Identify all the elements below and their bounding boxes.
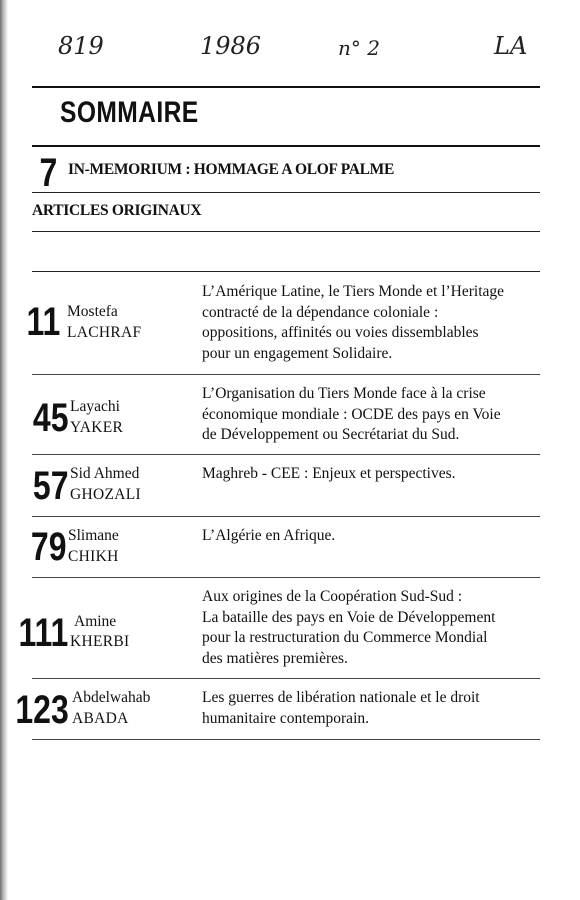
article-title-line: L’Amérique Latine, le Tiers Monde et l’Heritage xyxy=(202,283,505,300)
article-title xyxy=(202,587,542,669)
article-title-line: Maghreb - CEE : Enjeux et perspectives. xyxy=(202,465,456,482)
article-title xyxy=(202,464,542,485)
article-title-line: Les guerres de libération nationale et le droit xyxy=(202,689,480,706)
bottom-rule xyxy=(32,739,540,740)
author-first-name: Sid Ahmed xyxy=(70,465,140,482)
author-last-name: ABADA xyxy=(72,710,129,727)
rule-under-title xyxy=(32,145,540,147)
article-title-line: des matières premières. xyxy=(202,649,348,667)
article-divider xyxy=(32,516,540,517)
article-divider xyxy=(32,577,540,578)
author-last-name: LACHRAF xyxy=(67,324,142,341)
article-title-line: oppositions, affinités ou voies dissemblables xyxy=(202,324,479,341)
article-page-number: 57 xyxy=(32,464,68,508)
handwritten-year: 1986 xyxy=(200,32,262,60)
in-memoriam-page-number: 7 xyxy=(39,151,57,195)
author-first-name: Mostefa xyxy=(67,303,118,320)
author-last-name: CHIKH xyxy=(68,548,119,565)
author-first-name: Abdelwahab xyxy=(72,689,151,706)
article-title xyxy=(202,526,542,547)
article-title xyxy=(202,282,542,364)
article-title-line: L’Organisation du Tiers Monde face à la crise xyxy=(202,385,486,402)
article-divider xyxy=(32,454,540,455)
article-page-number: 79 xyxy=(30,525,66,569)
rule-under-in-memoriam xyxy=(32,192,540,193)
article-title-line: humanitaire contemporain. xyxy=(202,709,369,727)
handwritten-issue: n° 2 xyxy=(338,36,380,60)
author-last-name: GHOZALI xyxy=(70,486,141,503)
article-title-line: La bataille des pays en Voie de Développement xyxy=(202,608,496,626)
top-rule xyxy=(32,86,540,88)
author-first-name: Layachi xyxy=(70,398,120,415)
article-divider xyxy=(32,374,540,375)
page-binding-edge xyxy=(0,0,8,900)
rule-before-articles xyxy=(32,271,540,272)
article-title-line: contracté de la dépendance coloniale : xyxy=(202,303,439,321)
author-last-name: KHERBI xyxy=(70,633,130,650)
article-title-line: de Développement ou Secrétariat du Sud. xyxy=(202,426,460,443)
article-page-number: 11 xyxy=(26,300,60,344)
author-last-name: YAKER xyxy=(70,419,124,436)
author-first-name: Amine xyxy=(74,613,117,630)
article-page-number: 123 xyxy=(15,688,69,732)
article-title-line: pour un engagement Solidaire. xyxy=(202,344,393,362)
rule-under-section xyxy=(32,231,540,232)
article-title-line: L’Algérie en Afrique. xyxy=(202,527,336,544)
article-title xyxy=(202,384,542,446)
article-title-line: pour la restructuration du Commerce Mondial xyxy=(202,629,488,646)
author-first-name: Slimane xyxy=(68,527,119,544)
in-memoriam-title: IN-MEMORIUM : HOMMAGE A OLOF PALME xyxy=(68,161,395,178)
handwritten-catalog-number: 819 xyxy=(58,32,104,60)
article-divider xyxy=(32,678,540,679)
article-title-line: Aux origines de la Coopération Sud-Sud : xyxy=(202,588,463,605)
article-title-line: économique mondiale : OCDE des pays en Voie xyxy=(202,405,501,423)
section-title: ARTICLES ORIGINAUX xyxy=(32,202,202,219)
article-page-number: 111 xyxy=(18,611,68,655)
article-page-number: 45 xyxy=(32,396,68,440)
handwritten-code: LA xyxy=(494,32,528,60)
page-title: SOMMAIRE xyxy=(60,96,199,129)
article-title xyxy=(202,688,542,729)
